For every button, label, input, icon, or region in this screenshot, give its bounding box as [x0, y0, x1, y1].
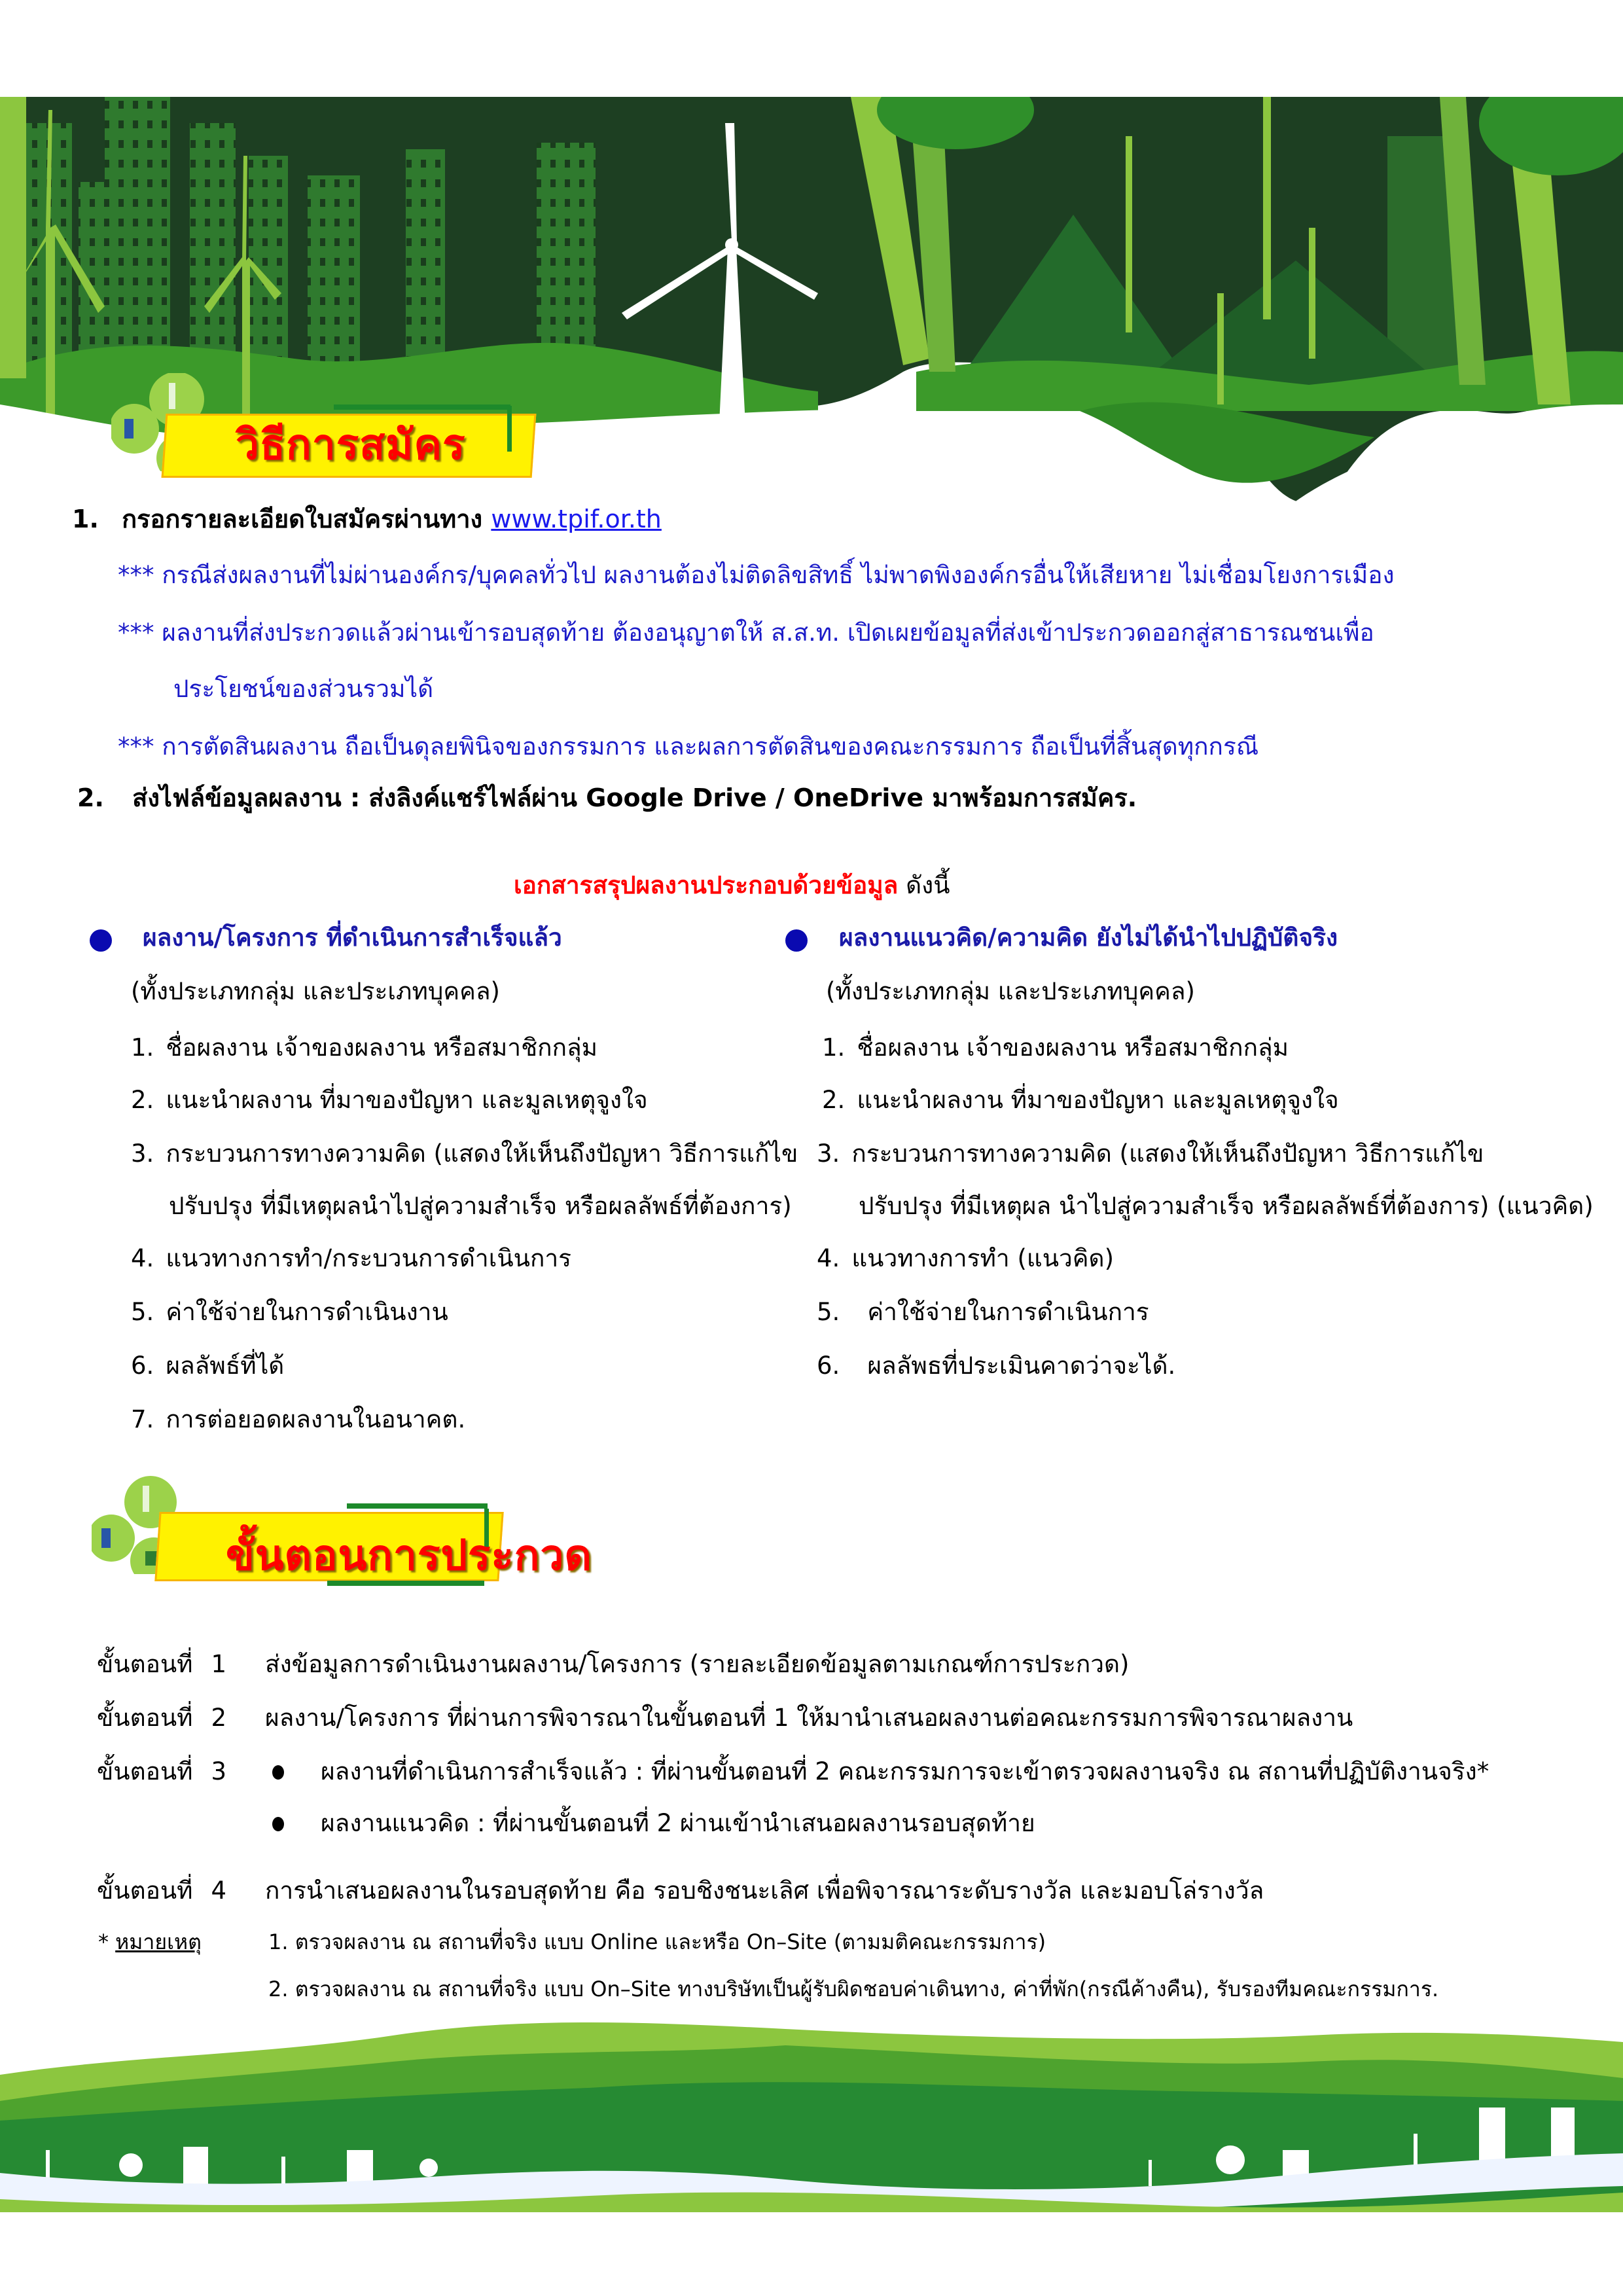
step-number: 1. — [72, 505, 99, 533]
list-item: 4. แนวทางการทำ/กระบวนการดำเนินการ — [131, 1244, 571, 1272]
list-item: 1. ชื่อผลงาน เจ้าของผลงาน หรือสมาชิกกลุ่ม — [822, 1033, 1289, 1062]
summary-heading-red: เอกสารสรุปผลงานประกอบด้วยข้อมูล — [514, 871, 899, 899]
process-step-2-text: ผลงาน/โครงการ ที่ผ่านการพิจารณาในขั้นตอนที่ 1 ให้มานำเสนอผลงานต่อคณะกรรมการพิจารณาผลงาน — [265, 1704, 1353, 1732]
bullet-icon — [272, 1765, 284, 1780]
apply-step-2 — [77, 783, 1137, 813]
website-link[interactable]: www.tpif.or.th — [491, 505, 662, 533]
process-step-3-concept: ผลงานแนวคิด : ที่ผ่านขั้นตอนที่ 2 ผ่านเข้านำเสนอผลงานรอบสุดท้าย — [321, 1809, 1035, 1837]
apply-step-1 — [72, 504, 662, 534]
list-item-cont: ปรับปรุง ที่มีเหตุผลนำไปสู่ความสำเร็จ หรือผลลัพธ์ที่ต้องการ) — [169, 1192, 792, 1220]
section-title-apply: วิธีการสมัคร — [236, 421, 466, 468]
list-item: 4. แนวทางการทำ (แนวคิด) — [817, 1244, 1115, 1272]
completed-projects-title: ผลงาน/โครงการ ที่ดำเนินการสำเร็จแล้ว — [143, 924, 562, 952]
remark-line-2: 2. ตรวจผลงาน ณ สถานที่จริง แบบ On–Site ทางบริษัทเป็นผู้รับผิดชอบค่าเดินทาง, ค่าที่พัก(กรณีค้างคืน), รับรองทีมคณะกรรมการ. — [268, 1977, 1439, 2001]
step-number: 2. — [77, 783, 104, 812]
process-step-1-text: ส่งข้อมูลการดำเนินงานผลงาน/โครงการ (รายละเอียดข้อมูลตามเกณฑ์การประกวด) — [265, 1650, 1130, 1678]
process-step-4: ขั้นตอนที่ 4 — [97, 1876, 227, 1905]
list-item: 5. ค่าใช้จ่ายในการดำเนินการ — [817, 1298, 1149, 1326]
section-badge-apply — [111, 373, 530, 471]
note-judging: *** การตัดสินผลงาน ถือเป็นดุลยพินิจของกรรมการ และผลการตัดสินของคณะกรรมการ ถือเป็นที่สิ้นสุดทุกกรณี — [118, 732, 1259, 761]
section-title-process: ขั้นตอนการประกวด — [226, 1532, 592, 1579]
bullet-icon — [90, 929, 112, 952]
badge-decor-line — [347, 1503, 488, 1509]
list-item: 2. แนะนำผลงาน ที่มาของปัญหา และมูลเหตุจูงใจ — [822, 1086, 1339, 1114]
list-item: 5. ค่าใช้จ่ายในการดำเนินงาน — [131, 1298, 448, 1326]
concept-projects-subtitle: (ทั้งประเภทกลุ่ม และประเภทบุคคล) — [826, 977, 1195, 1005]
process-step-1: ขั้นตอนที่ 1 — [97, 1650, 227, 1678]
list-item: 2. แนะนำผลงาน ที่มาของปัญหา และมูลเหตุจูงใจ — [131, 1086, 648, 1114]
note-copyright: *** กรณีส่งผลงานที่ไม่ผ่านองค์กร/บุคคลทั่วไป ผลงานต้องไม่ติดลิขสิทธิ์ ไม่พาดพิงองค์กรอื่นให้เสียหาย ไม่เชื่อมโยงการเมือง — [118, 561, 1395, 589]
process-step-3: ขั้นตอนที่ 3 — [97, 1757, 227, 1785]
badge-decor-line — [334, 404, 510, 410]
concept-projects-title: ผลงานแนวคิด/ความคิด ยังไม่ได้นำไปปฏิบัติจริง — [839, 924, 1338, 952]
remark-line-1: 1. ตรวจผลงาน ณ สถานที่จริง แบบ Online และหรือ On–Site (ตามมติคณะกรรมการ) — [268, 1929, 1046, 1954]
process-step-3-completed: ผลงานที่ดำเนินการสำเร็จแล้ว : ที่ผ่านขั้นตอนที่ 2 คณะกรรมการจะเข้าตรวจผลงานจริง ณ สถานที่ปฏิบัติงานจริง* — [321, 1757, 1489, 1785]
note-disclosure-cont: ประโยชน์ของส่วนรวมได้ — [173, 675, 434, 703]
list-item: 6. ผลลัพธ์ที่ได้ — [131, 1352, 285, 1380]
footer-eco-landscape-illustration — [0, 2016, 1623, 2212]
process-step-4-text: การนำเสนอผลงานในรอบสุดท้าย คือ รอบชิงชนะเลิศ เพื่อพิจารณาระดับรางวัล และมอบโล่รางวัล — [265, 1876, 1264, 1905]
bullet-icon — [272, 1817, 284, 1831]
list-item: 1. ชื่อผลงาน เจ้าของผลงาน หรือสมาชิกกลุ่ม — [131, 1033, 598, 1062]
step-text: กรอกรายละเอียดใบสมัครผ่านทาง — [122, 505, 483, 533]
bullet-icon — [785, 929, 808, 952]
list-item: 3. กระบวนการทางความคิด (แสดงให้เห็นถึงปัญหา วิธีการแก้ไข — [817, 1139, 1484, 1168]
step-text: ส่งไฟล์ข้อมูลผลงาน : ส่งลิงค์แชร์ไฟล์ผ่าน Google Drive / OneDrive มาพร้อมการสมัคร. — [132, 783, 1137, 812]
badge-decor-line — [507, 406, 512, 452]
list-item: 6. ผลลัพธที่ประเมินคาดว่าจะได้. — [817, 1352, 1176, 1380]
process-step-2: ขั้นตอนที่ 2 — [97, 1704, 227, 1732]
remark-label: * หมายเหตุ — [98, 1929, 202, 1954]
list-item: 7. การต่อยอดผลงานในอนาคต. — [131, 1405, 466, 1433]
summary-heading-suffix: ดังนี้ — [906, 871, 950, 899]
note-disclosure: *** ผลงานที่ส่งประกวดแล้วผ่านเข้ารอบสุดท้าย ต้องอนุญาตให้ ส.ส.ท. เปิดเผยข้อมูลที่ส่งเข้าประกวดออกสู่สาธารณชนเพื่อ — [118, 619, 1374, 647]
completed-projects-subtitle: (ทั้งประเภทกลุ่ม และประเภทบุคคล) — [131, 977, 500, 1005]
summary-heading — [514, 870, 950, 901]
list-item: 3. กระบวนการทางความคิด (แสดงให้เห็นถึงปัญหา วิธีการแก้ไข — [131, 1139, 798, 1168]
list-item-cont: ปรับปรุง ที่มีเหตุผล นำไปสู่ความสำเร็จ หรือผลลัพธ์ที่ต้องการ) (แนวคิด) — [859, 1192, 1594, 1220]
section-badge-process — [92, 1476, 592, 1579]
